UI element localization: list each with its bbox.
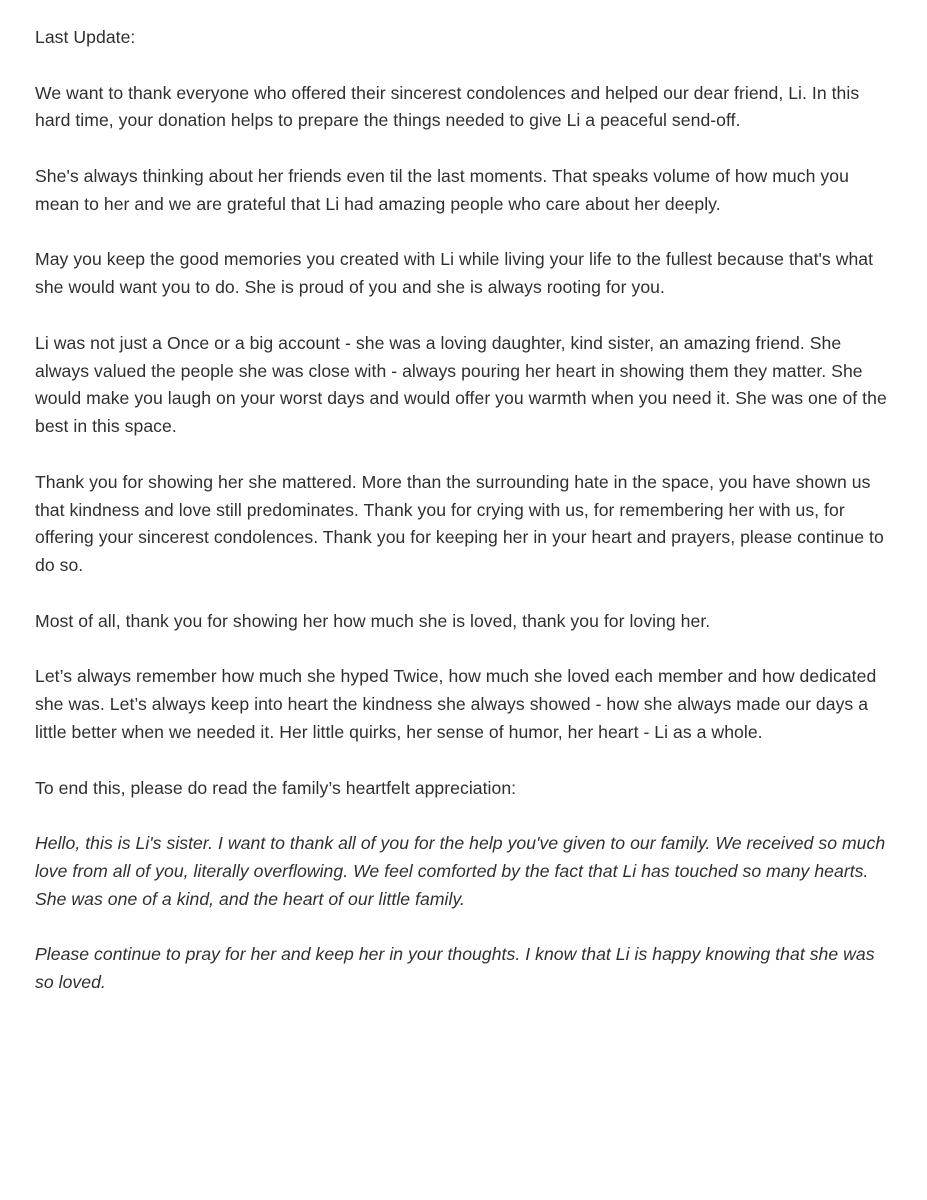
paragraph-to-end: To end this, please do read the family’s heartfelt appreciation: bbox=[35, 777, 517, 798]
paragraph-remember: Let’s always remember how much she hyped Twice, how much she loved each member and how dedicated she was. Let’s always keep into heart the kindness she always showed - how she always made our days a little better when we needed it. Her little quirks, her sense of humor, her heart - Li as a whole. bbox=[35, 666, 877, 742]
paragraph-thanks: We want to thank everyone who offered their sincerest condolences and helped our dear friend, Li. In this hard time, your donation helps to prepare the things needed to give Li a peaceful send-off. bbox=[35, 82, 860, 131]
paragraph-loved: Most of all, thank you for showing her how much she is loved, thank you for loving her. bbox=[35, 610, 711, 631]
document-heading: Last Update: bbox=[35, 27, 136, 47]
paragraph-mattered: Thank you for showing her she mattered. More than the surrounding hate in the space, you have shown us that kindness and love still predominates. Thank you for crying with us, for remembering her with us, for offering your sincerest condolences. Thank you for keeping her in your heart and prayers, please continue to do so. bbox=[35, 471, 884, 576]
paragraph-memories: May you keep the good memories you created with Li while living your life to the fullest because that's what she would want you to do. She is proud of you and she is always rooting for you. bbox=[35, 249, 874, 298]
paragraph-friends: She's always thinking about her friends even til the last moments. That speaks volume of how much you mean to her and we are grateful that Li had amazing people who care about her deeply. bbox=[35, 165, 849, 214]
paragraph-about-li: Li was not just a Once or a big account - she was a loving daughter, kind sister, an amazing friend. She always valued the people she was close with - always pouring her heart in showing them they matter. She would make you laugh on your worst days and would offer you warmth when you need it. She was one of the best in this space. bbox=[35, 332, 887, 437]
family-message-pray: Please continue to pray for her and keep her in your thoughts. I know that Li is happy knowing that she was so loved. bbox=[35, 944, 875, 993]
family-message-sister: Hello, this is Li's sister. I want to thank all of you for the help you've given to our family. We received so much love from all of you, literally overflowing. We feel comforted by the fact that Li has touched so many hearts. She was one of a kind, and the heart of our little family. bbox=[35, 833, 886, 909]
